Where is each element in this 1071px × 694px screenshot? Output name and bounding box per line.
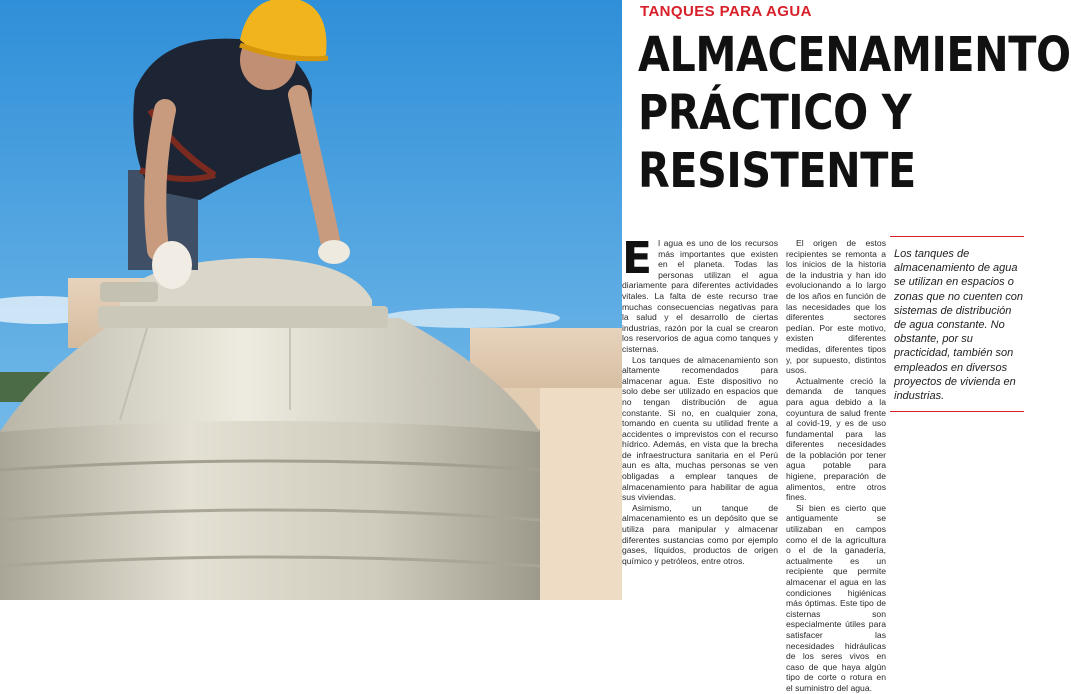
body-paragraph: Actualmente creció la demanda de tanques para agua debido a la coyuntura de salud frente al covid-19, y es de uso fundamental para las diferentes necesidades de la población por tener agua potable para higiene, preparación de alimentos, entre otros fines. xyxy=(786,375,886,503)
pull-quote: Los tanques de almacenamiento de agua se utilizan en espacios o zonas que no cuenten con sistemas de distribución de agua constante. No obstante, por su practicidad, también son empleados en diversos proyectos de vivienda en industrias. xyxy=(890,236,1024,412)
body-column-2 xyxy=(786,238,886,694)
headline xyxy=(638,26,1071,200)
body-paragraph: l agua es uno de los recursos más importantes que existen en el planeta. Todas las personas utilizan el agua diariamente para diferentes actividades vitales. La falta de este recurso trae muchas consecuencias negativas para la salud y el desarrollo de ciertas industrias, razón por la cual se crearon los reservorios de agua como tanques y cisternas. xyxy=(622,238,778,354)
body-paragraph: Los tanques de almacenamiento son altamente recomendados para almacenar agua. Este dispositivo no solo debe ser utilizado en espacios que no tengan distribución de agua constante. Si no, en cualquier zona, tomando en cuenta su utilidad frente a accidentes o imprevistos con el recurso hídrico. Además, en vista que la brecha de infraestructura sanitaria en el Perú aun es alta, muchas personas se ven obligadas a emplear tanques de almacenamiento para habilitar de agua sus viviendas. xyxy=(622,354,778,503)
body-paragraph: Si bien es cierto que antiguamente se utilizaban en campos como el de la agricultura o el de la ganadería, actualmente es un recipiente que permite almacenar el agua en las condiciones higiénicas más óptimas. Este tipo de cisternas son especialmente útiles para satisfacer las necesidades hidráulicas de los seres vivos en caso de que haya algún tipo de corte o rotura en el suministro del agua. xyxy=(786,502,886,693)
headline-line: ALMACENAMIENTO xyxy=(638,27,1071,83)
headline-line: RESISTENTE xyxy=(638,143,916,199)
body-paragraph: Asimismo, un tanque de almacenamiento es un depósito que se utiliza para manipular y almacenar diferentes sustancias como por ejemplo gases, líquidos, productos de origen químico y petróleos, entre otros. xyxy=(622,502,778,566)
body-column-1 xyxy=(622,233,778,566)
body-paragraph: El origen de estos recipientes se remonta a los inicios de la historia de la industria y han ido evolucionando a lo largo de los años en función de las necesidades que los diferentes sectores pedían. Por este motivo, existen diferentes medidas, diferentes tipos y, por supuesto, distintos usos. xyxy=(786,238,886,376)
section-kicker: TANQUES PARA AGUA xyxy=(640,3,812,20)
headline-line: PRÁCTICO Y xyxy=(638,85,912,141)
drop-cap: E xyxy=(622,233,653,284)
